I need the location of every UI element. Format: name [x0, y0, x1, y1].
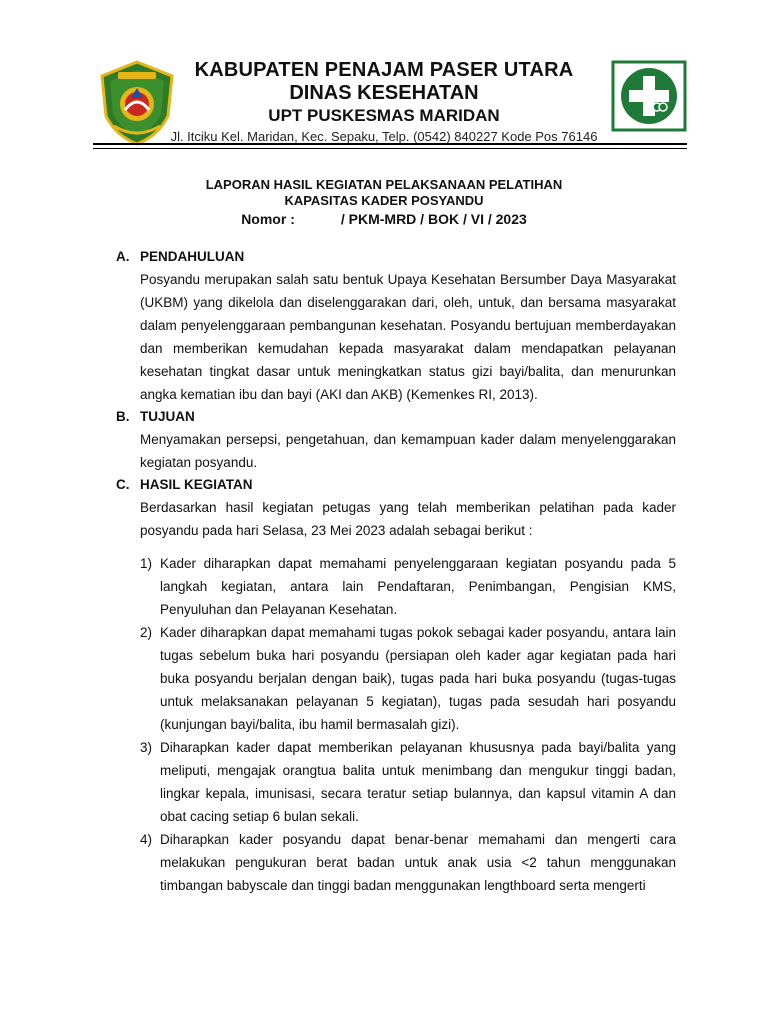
section-marker: C. [116, 477, 130, 492]
list-item-text: Kader diharapkan dapat memahami tugas pokok sebagai kader posyandu, antara lain tugas sebelum buka hari posyandu (persiapan oleh kader agar kegiatan pada hari buka posyandu berjalan dengan baik), tugas pada hari buka posyandu (tugas-tugas untuk melaksanakan pelayanan 5 kegiatan), tugas pada sesudah hari posyandu (kunjungan bayi/balita, ibu hamil bermasalah gizi). [160, 625, 676, 732]
list-item [140, 552, 676, 621]
letterhead-unit: UPT PUSKESMAS MARIDAN [268, 106, 500, 125]
health-cross-icon [611, 60, 687, 132]
report-title-line2: KAPASITAS KADER POSYANDU [284, 193, 484, 208]
list-item-text: Diharapkan kader dapat memberikan pelayanan khususnya pada bayi/balita yang meliputi, mengajak orangtua balita untuk menimbang dan mengukur tinggi badan, lingkar kepala, imunisasi, secara teratur setiap bulannya, dan kapsul vitamin A dan obat cacing setiap 6 bulan sekali. [160, 740, 676, 824]
list-item-number: 4) [140, 832, 153, 847]
section-heading-hasil-kegiatan [116, 474, 676, 496]
section-text-pendahuluan: Posyandu merupakan salah satu bentuk Upaya Kesehatan Bersumber Daya Masyarakat (UKBM) yang dikelola dan diselenggarakan dari, oleh, untuk, dan bersama masyarakat dalam penyelenggaraan pembangunan kesehatan. Posyandu bertujuan memberdayakan dan memberikan kemudahan kepada masyarakat dalam mendapatkan pelayanan kesehatan tingkat dasar untuk meningkatkan status gizi bayi/balita, dan menurunkan angka kematian ibu dan bayi (AKI dan AKB) (Kemenkes RI, 2013). [140, 272, 676, 402]
list-item [140, 736, 676, 828]
letterhead-divider-thick [93, 143, 687, 145]
section-title: PENDAHULUAN [140, 249, 245, 264]
section-marker: B. [116, 409, 130, 424]
section-title: HASIL KEGIATAN [140, 477, 253, 492]
list-item-number: 1) [140, 556, 153, 571]
section-intro-hasil-kegiatan: Berdasarkan hasil kegiatan petugas yang telah memberikan pelatihan pada kader posyandu pada hari Selasa, 23 Mei 2023 adalah sebagai berikut : [140, 500, 676, 538]
section-title: TUJUAN [140, 409, 195, 424]
report-title [150, 177, 618, 229]
report-number [150, 209, 618, 229]
letterhead-agency: DINAS KESEHATAN [289, 82, 479, 104]
list-item-text: Diharapkan kader posyandu dapat benar-benar memahami dan mengerti cara melakukan pengukuran berat badan untuk anak usia <2 tahun menggunakan timbangan babyscale dan tinggi badan menggunakan lengthboard serta mengerti [160, 832, 676, 893]
report-number-label: Nomor : [241, 211, 295, 227]
letterhead-divider-thin [93, 148, 687, 149]
letterhead [150, 58, 618, 146]
report-title-line1: LAPORAN HASIL KEGIATAN PELAKSANAAN PELATIHAN [205, 177, 563, 192]
letterhead-address: Jl. Itciku Kel. Maridan, Kec. Sepaku, Telp. (0542) 840227 Kode Pos 76146 [170, 129, 598, 144]
report-number-value: / PKM-MRD / BOK / VI / 2023 [340, 211, 527, 227]
letterhead-regency: KABUPATEN PENAJAM PASER UTARA [194, 59, 574, 81]
list-item [140, 621, 676, 736]
list-item-number: 2) [140, 625, 153, 640]
section-text-tujuan: Menyamakan persepsi, pengetahuan, dan kemampuan kader dalam menyelenggarakan kegiatan posyandu. [140, 432, 676, 470]
section-heading-pendahuluan [116, 246, 676, 268]
report-body [116, 246, 676, 897]
section-marker: A. [116, 249, 130, 264]
list-item [140, 828, 676, 897]
section-heading-tujuan [116, 406, 676, 428]
list-item-number: 3) [140, 740, 153, 755]
list-item-text: Kader diharapkan dapat memahami penyelenggaraan kegiatan posyandu pada 5 langkah kegiatan, antara lain Pendaftaran, Penimbangan, Pengisian KMS, Penyuluhan dan Pelayanan Kesehatan. [160, 556, 676, 617]
results-list [140, 552, 676, 897]
